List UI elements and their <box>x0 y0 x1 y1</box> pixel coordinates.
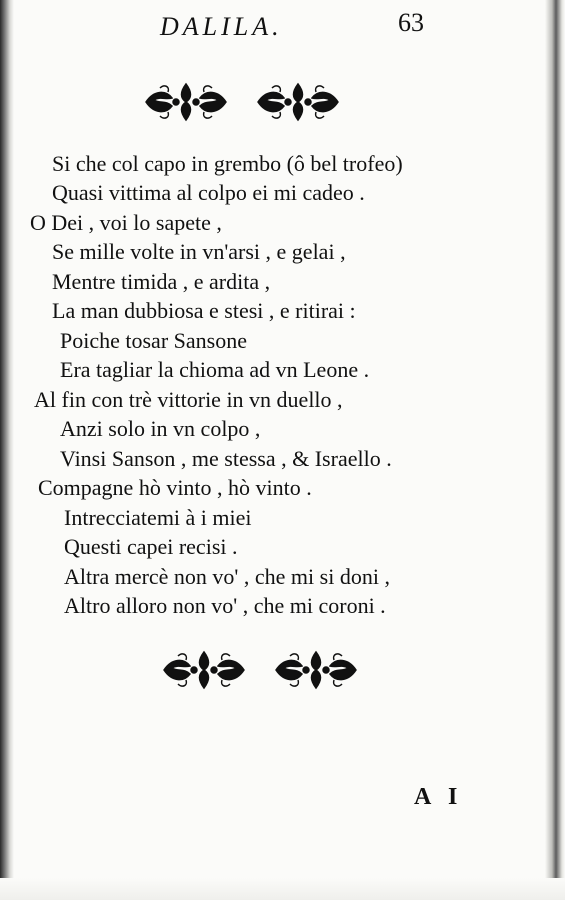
verse-line: Era tagliar la chioma ad vn Leone . <box>60 357 370 382</box>
catchword: A I <box>414 784 464 810</box>
bottom-ornament-band <box>158 648 362 692</box>
verse-line: Poiche tosar Sansone <box>60 328 247 353</box>
top-ornament-band <box>140 80 344 124</box>
verse-line: Compagne hò vinto , hò vinto . <box>38 475 312 500</box>
verse-line: Questi capei recisi . <box>64 534 238 559</box>
verse-line: Quasi vittima al colpo ei mi cadeo . <box>52 180 365 205</box>
verse-line: Si che col capo in grembo (ô bel trofeo) <box>52 151 403 176</box>
fleuron-icon <box>140 80 232 124</box>
verse-line: Anzi solo in vn colpo , <box>60 416 261 441</box>
verse-line: Altra mercè non vo' , che mi si doni , <box>64 564 390 589</box>
verse-line: Al fin con trè vittorie in vn duello , <box>34 387 343 412</box>
running-title: DALILA. <box>160 12 283 41</box>
verse-line: Se mille volte in vn'arsi , e gelai , <box>52 239 346 264</box>
page-header <box>160 6 460 46</box>
verse-line: O Dei , voi lo sapete , <box>30 210 222 235</box>
page-number: 63 <box>398 8 424 37</box>
fleuron-icon <box>270 648 362 692</box>
fleuron-icon <box>252 80 344 124</box>
page-edge <box>545 0 565 900</box>
verse-line: Vinsi Sanson , me stessa , & Israello . <box>60 446 392 471</box>
verse-line: La man dubbiosa e stesi , e ritirai : <box>52 298 356 323</box>
page-bottom-edge <box>0 878 565 900</box>
binding-gutter <box>0 0 14 900</box>
verse-line: Intrecciatemi à i miei <box>64 505 252 530</box>
verse-line: Altro alloro non vo' , che mi coroni . <box>64 593 386 618</box>
verse-line: Mentre timida , e ardita , <box>52 269 271 294</box>
fleuron-icon <box>158 648 250 692</box>
